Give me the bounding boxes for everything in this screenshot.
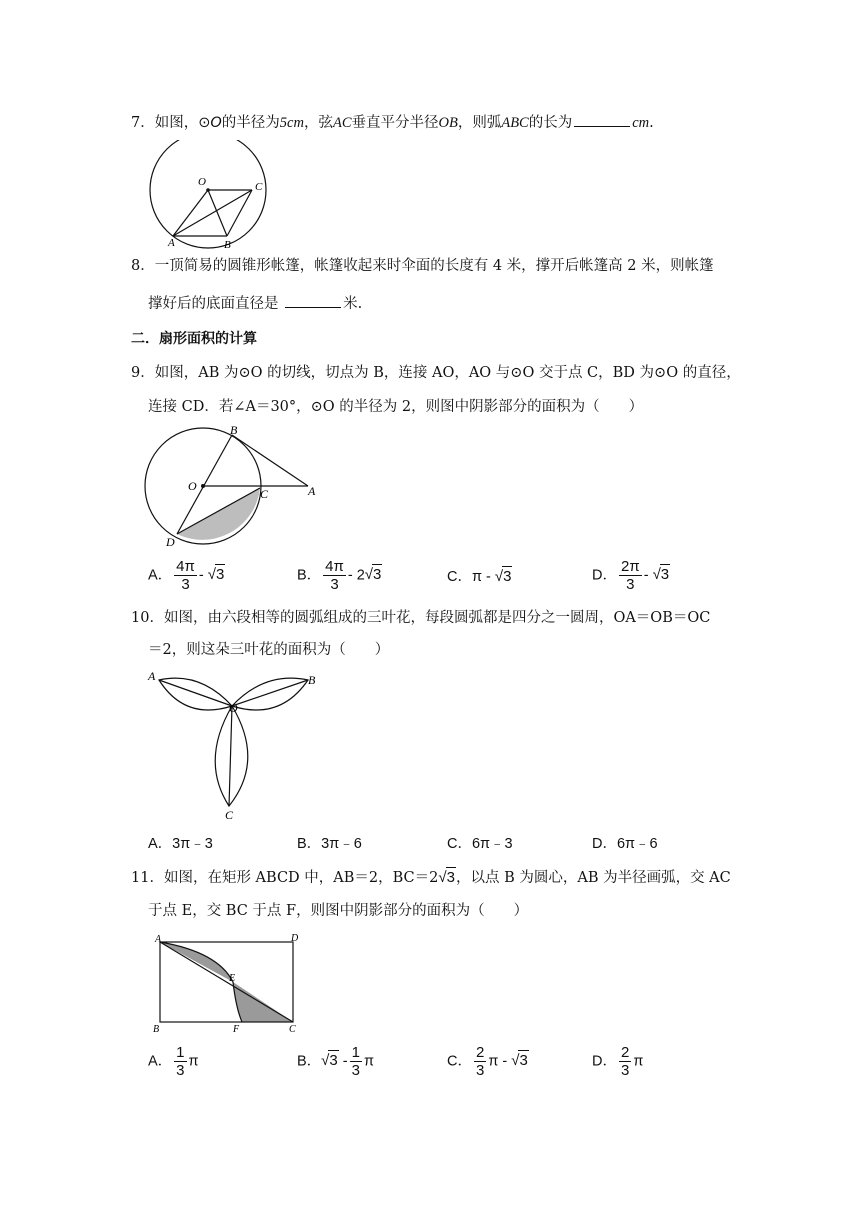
label-b: B	[308, 673, 316, 687]
q9-choice-a[interactable]: A． $\frac{4\pi}{3}$ - √3	[148, 558, 225, 593]
answer-blank[interactable]	[574, 112, 630, 127]
q11-line1: 11．如图，在矩形 ABCD 中，AB＝2，BC＝2√3，以点 B 为圆心，AB 为半径画弧，交 AC	[131, 869, 731, 886]
q11-choice-b[interactable]: B．√3 - $\frac{1}{3}$ π	[297, 1044, 374, 1079]
label-b: B	[224, 239, 231, 251]
label-a: A	[155, 934, 162, 945]
q8-line2: 撑好后的底面直径是 米.	[148, 293, 362, 314]
label-a: A	[168, 237, 175, 249]
q10-line2: ＝2，则这朵三叶花的面积为（ ）	[148, 642, 390, 658]
label-o: O	[229, 701, 238, 715]
q11-choice-c[interactable]: C． $\frac{2}{3}$ π - √3	[447, 1044, 528, 1079]
label-c: C	[225, 808, 234, 822]
q11-choice-d[interactable]: D． $\frac{2}{3}$ π	[592, 1044, 644, 1079]
q9-figure	[140, 420, 330, 552]
q11-figure	[148, 930, 318, 1035]
q11-line2: 于点 E，交 BC 于点 F，则图中阴影部分的面积为（ ）	[148, 903, 529, 919]
q10-figure	[145, 666, 330, 826]
label-f: F	[233, 1024, 240, 1035]
q10-choice-c[interactable]: C．6π﹣3	[447, 836, 513, 852]
q10-choice-b[interactable]: B．3π﹣6	[297, 836, 362, 852]
q9-line2: 连接 CD．若∠A＝30°，⊙O 的半径为 2，则图中阴影部分的面积为（ ）	[148, 399, 644, 415]
q8-line1: 8．一顶简易的圆锥形帐篷，帐篷收起来时伞面的长度有 4 米，撑开后帐篷高 2 米，则帐篷	[131, 258, 714, 274]
label-o: O	[198, 176, 206, 188]
q11-choice-a[interactable]: A． $\frac{1}{3}$ π	[148, 1044, 199, 1079]
label-c: C	[255, 181, 263, 193]
label-a: A	[148, 669, 156, 683]
label-c: C	[289, 1024, 296, 1035]
label-e: E	[229, 973, 236, 984]
label-b: B	[153, 1024, 160, 1035]
q9-choice-c[interactable]: C．π - √3	[447, 568, 512, 585]
label-c: C	[260, 487, 269, 501]
q9-choice-d[interactable]: D． $\frac{2\pi}{3}$ - √3	[592, 558, 670, 593]
label-d: D	[166, 535, 175, 549]
label-d: D	[291, 933, 299, 944]
section-heading: 二．扇形面积的计算	[131, 331, 257, 347]
label-o: O	[188, 479, 197, 493]
q7-figure	[140, 140, 280, 255]
q10-choice-a[interactable]: A．3π﹣3	[148, 836, 213, 852]
answer-blank[interactable]	[285, 293, 341, 308]
label-b: B	[230, 423, 238, 437]
label-a: A	[308, 484, 316, 498]
q9-choice-b[interactable]: B． $\frac{4\pi}{3}$ - 2√3	[297, 558, 382, 593]
q9-line1: 9．如图，AB 为⊙O 的切线，切点为 B，连接 AO，AO 与⊙O 交于点 C，BD 为⊙O 的直径，	[131, 365, 741, 381]
q10-choice-d[interactable]: D．6π﹣6	[592, 836, 658, 852]
q7-text: 7．如图，⊙O的半径为5cm，弦AC垂直平分半径OB，则弧ABC的长为 cm.	[131, 112, 654, 133]
q10-line1: 10．如图，由六段相等的圆弧组成的三叶花，每段圆弧都是四分之一圆周，OA＝OB＝OC	[131, 610, 711, 626]
